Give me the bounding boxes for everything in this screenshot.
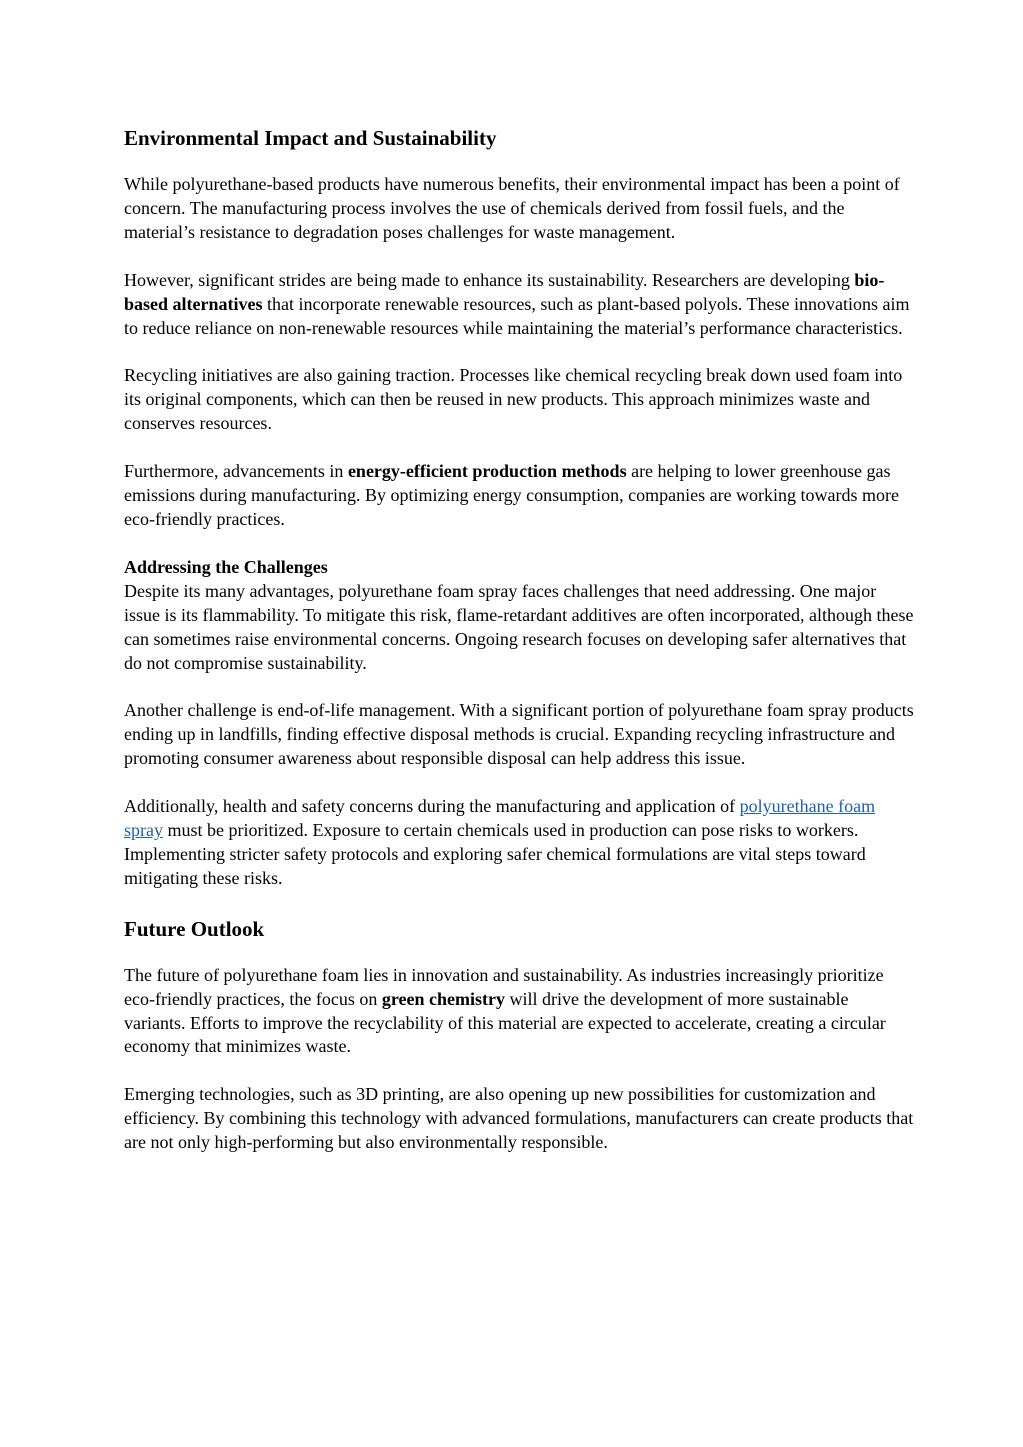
paragraph-text: However, significant strides are being made to enhance its sustainability. Researchers are developing bbox=[124, 269, 855, 290]
paragraph-text: Despite its many advantages, polyurethane foam spray faces challenges that need addressing. One major issue is its flammability. To mitigate this risk, flame-retardant additives are often incorporated, although these can sometimes raise environmental concerns. Ongoing research focuses on developing safer alternatives that do not compromise sustainability. bbox=[124, 580, 914, 673]
document-page bbox=[124, 124, 914, 1179]
paragraph-addressing-challenges bbox=[124, 556, 914, 676]
bold-term-green-chemistry: green chemistry bbox=[381, 988, 506, 1009]
paragraph-text: Additionally, health and safety concerns during the manufacturing and application of bbox=[124, 796, 740, 817]
polyurethane-foam-spray-link[interactable]: polyurethane foam spray bbox=[124, 796, 876, 841]
section-heading-future-outlook: Future Outlook bbox=[124, 916, 265, 941]
paragraph-sustainability-strides bbox=[124, 269, 914, 341]
paragraph-text: are helping to lower greenhouse gas emissions during manufacturing. By optimizing energy consumption, companies are working towards more eco-friendly practices. bbox=[124, 461, 900, 529]
paragraph-emerging-technologies: Emerging technologies, such as 3D printing, are also opening up new possibilities for customization and efficiency. By combining this technology with advanced formulations, manufacturers can create products that are not only high-performing but also environmentally responsible. bbox=[124, 1084, 914, 1153]
paragraph-future-innovation bbox=[124, 964, 914, 1060]
paragraph-text: will drive the development of more sustainable variants. Efforts to improve the recyclability of this material are expected to accelerate, creating a circular economy that minimizes waste. bbox=[124, 988, 886, 1057]
bold-term-bio-based: bio-based alternatives bbox=[124, 269, 885, 314]
paragraph-end-of-life: Another challenge is end-of-life management. With a significant portion of polyurethane foam spray products ending up in landfills, finding effective disposal methods is crucial. Expanding recycling infrastructure and promoting consumer awareness about responsible disposal can help address this issue. bbox=[124, 700, 914, 769]
paragraph-text: Furthermore, advancements in bbox=[124, 461, 348, 482]
section-heading-environmental-impact: Environmental Impact and Sustainability bbox=[124, 126, 497, 150]
paragraph-recycling-initiatives: Recycling initiatives are also gaining traction. Processes like chemical recycling break down used foam into its original components, which can then be reused in new products. This approach minimizes waste and conserves resources. bbox=[124, 365, 903, 434]
subheading-addressing-challenges: Addressing the Challenges bbox=[124, 556, 328, 577]
paragraph-text: that incorporate renewable resources, such as plant-based polyols. These innovations aim to reduce reliance on non-renewable resources while maintaining the material’s performance characteristics. bbox=[124, 293, 910, 338]
bold-term-energy-efficient: energy-efficient production methods bbox=[347, 461, 627, 482]
paragraph-environmental-concern: While polyurethane-based products have numerous benefits, their environmental impact has been a point of concern. The manufacturing process involves the use of chemicals derived from fossil fuels, and the material’s resistance to degradation poses challenges for waste management. bbox=[124, 174, 900, 242]
paragraph-text: must be prioritized. Exposure to certain chemicals used in production can pose risks to workers. Implementing stricter safety protocols and exploring safer chemical formulations are vital steps toward mitigating these risks. bbox=[124, 820, 866, 888]
paragraph-text: The future of polyurethane foam lies in innovation and sustainability. As industries increasingly prioritize eco-friendly practices, the focus on bbox=[124, 964, 884, 1009]
paragraph-health-safety bbox=[124, 795, 914, 891]
paragraph-energy-efficient bbox=[124, 460, 914, 532]
